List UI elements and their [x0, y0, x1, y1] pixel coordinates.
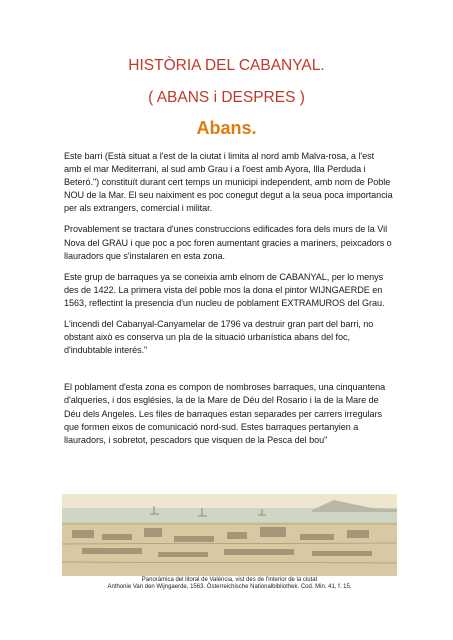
page-title: HISTÒRIA DEL CABANYAL.	[128, 57, 325, 74]
panorama-illustration	[62, 494, 397, 576]
panorama-figure	[62, 494, 397, 594]
paragraph-name: Este grup de barraques ya se coneixia amb elnom de CABANYAL, per lo menys des de 1422. La primera vista del poble mos la dona el pintor WIJNGAERDE en 1563, reflectint la presencia d'un nucleu de poblament EXTRAMUROS del Grau.	[64, 271, 385, 308]
figure-caption	[62, 577, 397, 591]
caption-line-2: Anthonie Van den Wijngaerde, 1563. Österreichische Nationalbibliothek. Cod. Min. 41, f. 15.	[107, 584, 352, 590]
page-subtitle: ( ABANS i DESPRES )	[148, 89, 305, 106]
section-heading: Abans.	[196, 118, 257, 138]
paragraph-fire: L'incendi del Cabanyal-Canyamelar de 1796 va destruir gran part del barri, no obstant això es conserva un pla de la situació urbanística abans del foc, d'indubtable interés."	[64, 319, 374, 356]
caption-line-1: Panoràmica del litoral de València, vist des de l'interior de la ciutat	[141, 577, 318, 583]
paragraph-location: Este barri (Està situat a l'est de la ciutat i limita al nord amb Malva-rosa, a l'est amb el mar Mediterrani, al sud amb Grau i a l'oest amb Ayora, Illa Perduda i Beteró.") constituït durant cert temps un municipi independent, amb nom de Poble NOU de la Mar. El seu naiximent es poc conegut degut a la seua poca importancia per als extrangers, comercial i militar.	[64, 151, 393, 214]
body-text	[64, 150, 394, 455]
paragraph-origins: Provablement se tractara d'unes construccions edificades fora dels murs de la Vil Nova del GRAU i que poc a poc foren aumentant gracies a mariners, peixcadors o llauradors que s'instalaren en esta zona.	[64, 224, 392, 261]
paragraph-settlement: El poblament d'esta zona es compon de nombroses barraques, una cinquantena d'alqueries, i dos esglésies, la de la Mare de Déu del Rosario i la de la Mare de Déu dels Angeles. Les files de barraques estan separades per carrers irregulars que formen eixos de comunicació nord-sud. Estes barraques pertanyien a llauradors, i sobretot, pescadors que visquen de la Pesca del bou"	[64, 382, 386, 445]
